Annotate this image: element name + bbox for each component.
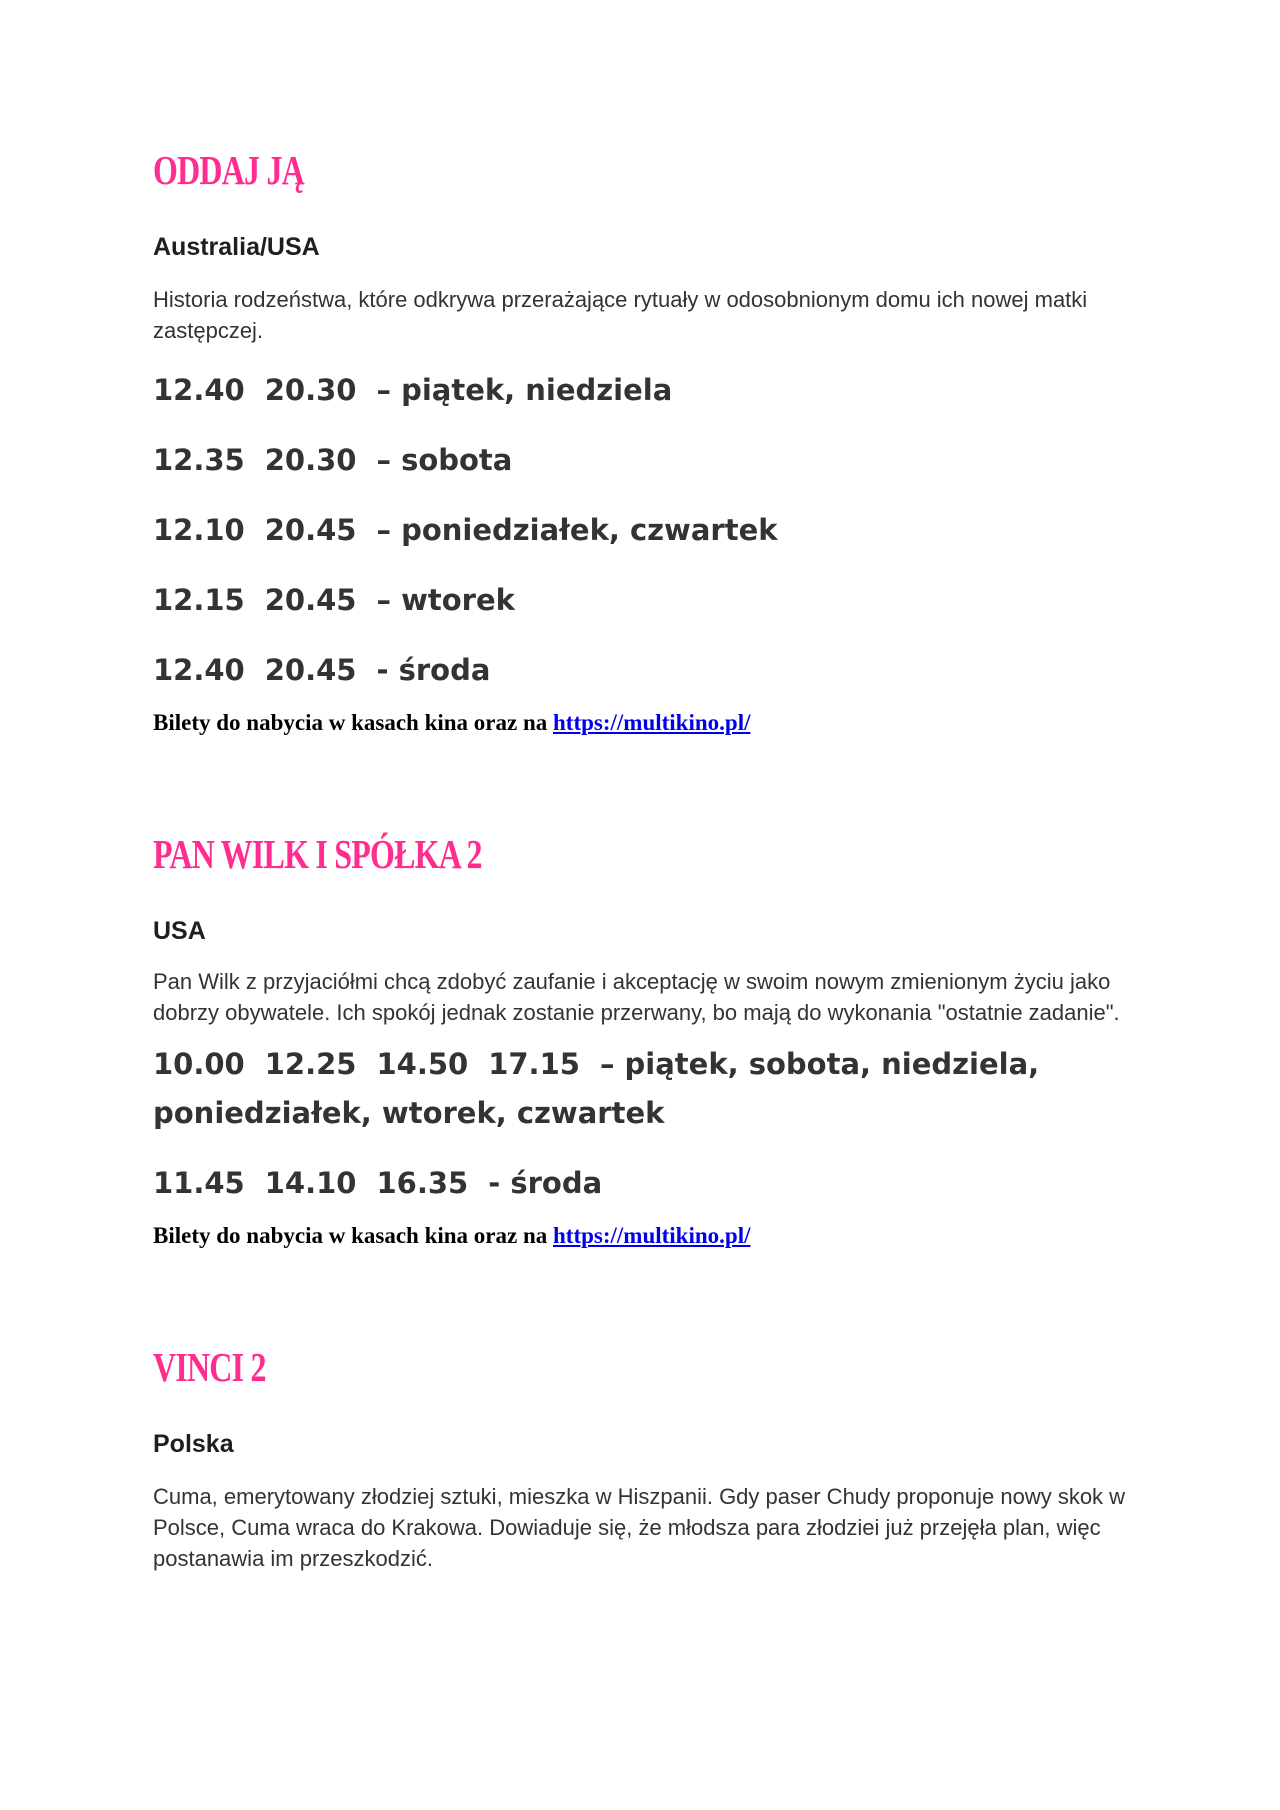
tickets-info [153, 710, 1153, 736]
film-section [153, 147, 1153, 736]
showtime-time: 20.45 [264, 513, 357, 547]
showtime-days: – poniedziałek, czwartek [376, 513, 778, 547]
showtime-row [153, 646, 1153, 695]
film-section [153, 1344, 1153, 1574]
film-country: USA [153, 917, 206, 945]
showtime-days: – sobota [376, 443, 513, 477]
film-title: ODDAJ JĄ [153, 147, 304, 193]
showtime-time: 16.35 [376, 1166, 469, 1200]
film-section [153, 831, 1153, 1249]
showtime-time: 12.15 [153, 583, 245, 617]
tickets-info [153, 1223, 1153, 1249]
showtime-days: – wtorek [376, 583, 515, 617]
tickets-text: Bilety do nabycia w kasach kina oraz na [153, 710, 548, 735]
showtimes-list [153, 366, 1153, 695]
film-title: PAN WILK I SPÓŁKA 2 [153, 831, 482, 877]
showtime-time: 11.45 [153, 1166, 245, 1200]
showtime-row [153, 366, 1153, 415]
showtime-time: 14.50 [376, 1047, 469, 1081]
film-country: Polska [153, 1430, 234, 1458]
showtime-time: 12.25 [264, 1047, 357, 1081]
showtimes-list [153, 1040, 1153, 1208]
showtime-row [153, 436, 1153, 485]
film-description: Historia rodzeństwa, które odkrywa przerażające rytuały w odosobnionym domu ich nowej matki zastępczej. [153, 287, 1088, 343]
multikino-link[interactable]: https://multikino.pl/ [553, 710, 751, 735]
showtime-time: 20.45 [264, 653, 357, 687]
film-description: Cuma, emerytowany złodziej sztuki, mieszka w Hiszpanii. Gdy paser Chudy proponuje nowy skok w Polsce, Cuma wraca do Krakowa. Dowiaduje się, że młodsza para złodziei już przejęła plan, więc postanawia im przeszkodzić. [153, 1484, 1126, 1571]
showtime-time: 14.10 [264, 1166, 357, 1200]
showtime-days: – piątek, niedziela [376, 373, 673, 407]
showtime-time: 10.00 [153, 1047, 245, 1081]
showtime-row [153, 1159, 1153, 1208]
film-country: Australia/USA [153, 233, 320, 261]
showtime-time: 17.15 [488, 1047, 580, 1081]
showtime-time: 12.40 [153, 653, 245, 687]
showtime-row [153, 1040, 1153, 1138]
showtime-time: 20.30 [264, 373, 357, 407]
showtime-days: - środa [376, 653, 491, 687]
showtime-time: 20.30 [264, 443, 357, 477]
showtime-time: 20.45 [264, 583, 357, 617]
showtime-days: - środa [488, 1166, 603, 1200]
multikino-link[interactable]: https://multikino.pl/ [553, 1223, 751, 1248]
film-description: Pan Wilk z przyjaciółmi chcą zdobyć zaufanie i akceptację w swoim nowym zmienionym życiu jako dobrzy obywatele. Ich spokój jednak zostanie przerwany, bo mają do wykonania "ostatnie zadanie". [153, 969, 1120, 1025]
showtime-days: – piątek, sobota, niedziela, poniedziałek, wtorek, czwartek [153, 1047, 1040, 1130]
showtime-time: 12.10 [153, 513, 245, 547]
showtime-time: 12.35 [153, 443, 245, 477]
showtime-row [153, 506, 1153, 555]
showtime-row [153, 576, 1153, 625]
showtime-time: 12.40 [153, 373, 245, 407]
tickets-text: Bilety do nabycia w kasach kina oraz na [153, 1223, 548, 1248]
document-page [153, 147, 1153, 1574]
film-title: VINCI 2 [153, 1344, 266, 1390]
